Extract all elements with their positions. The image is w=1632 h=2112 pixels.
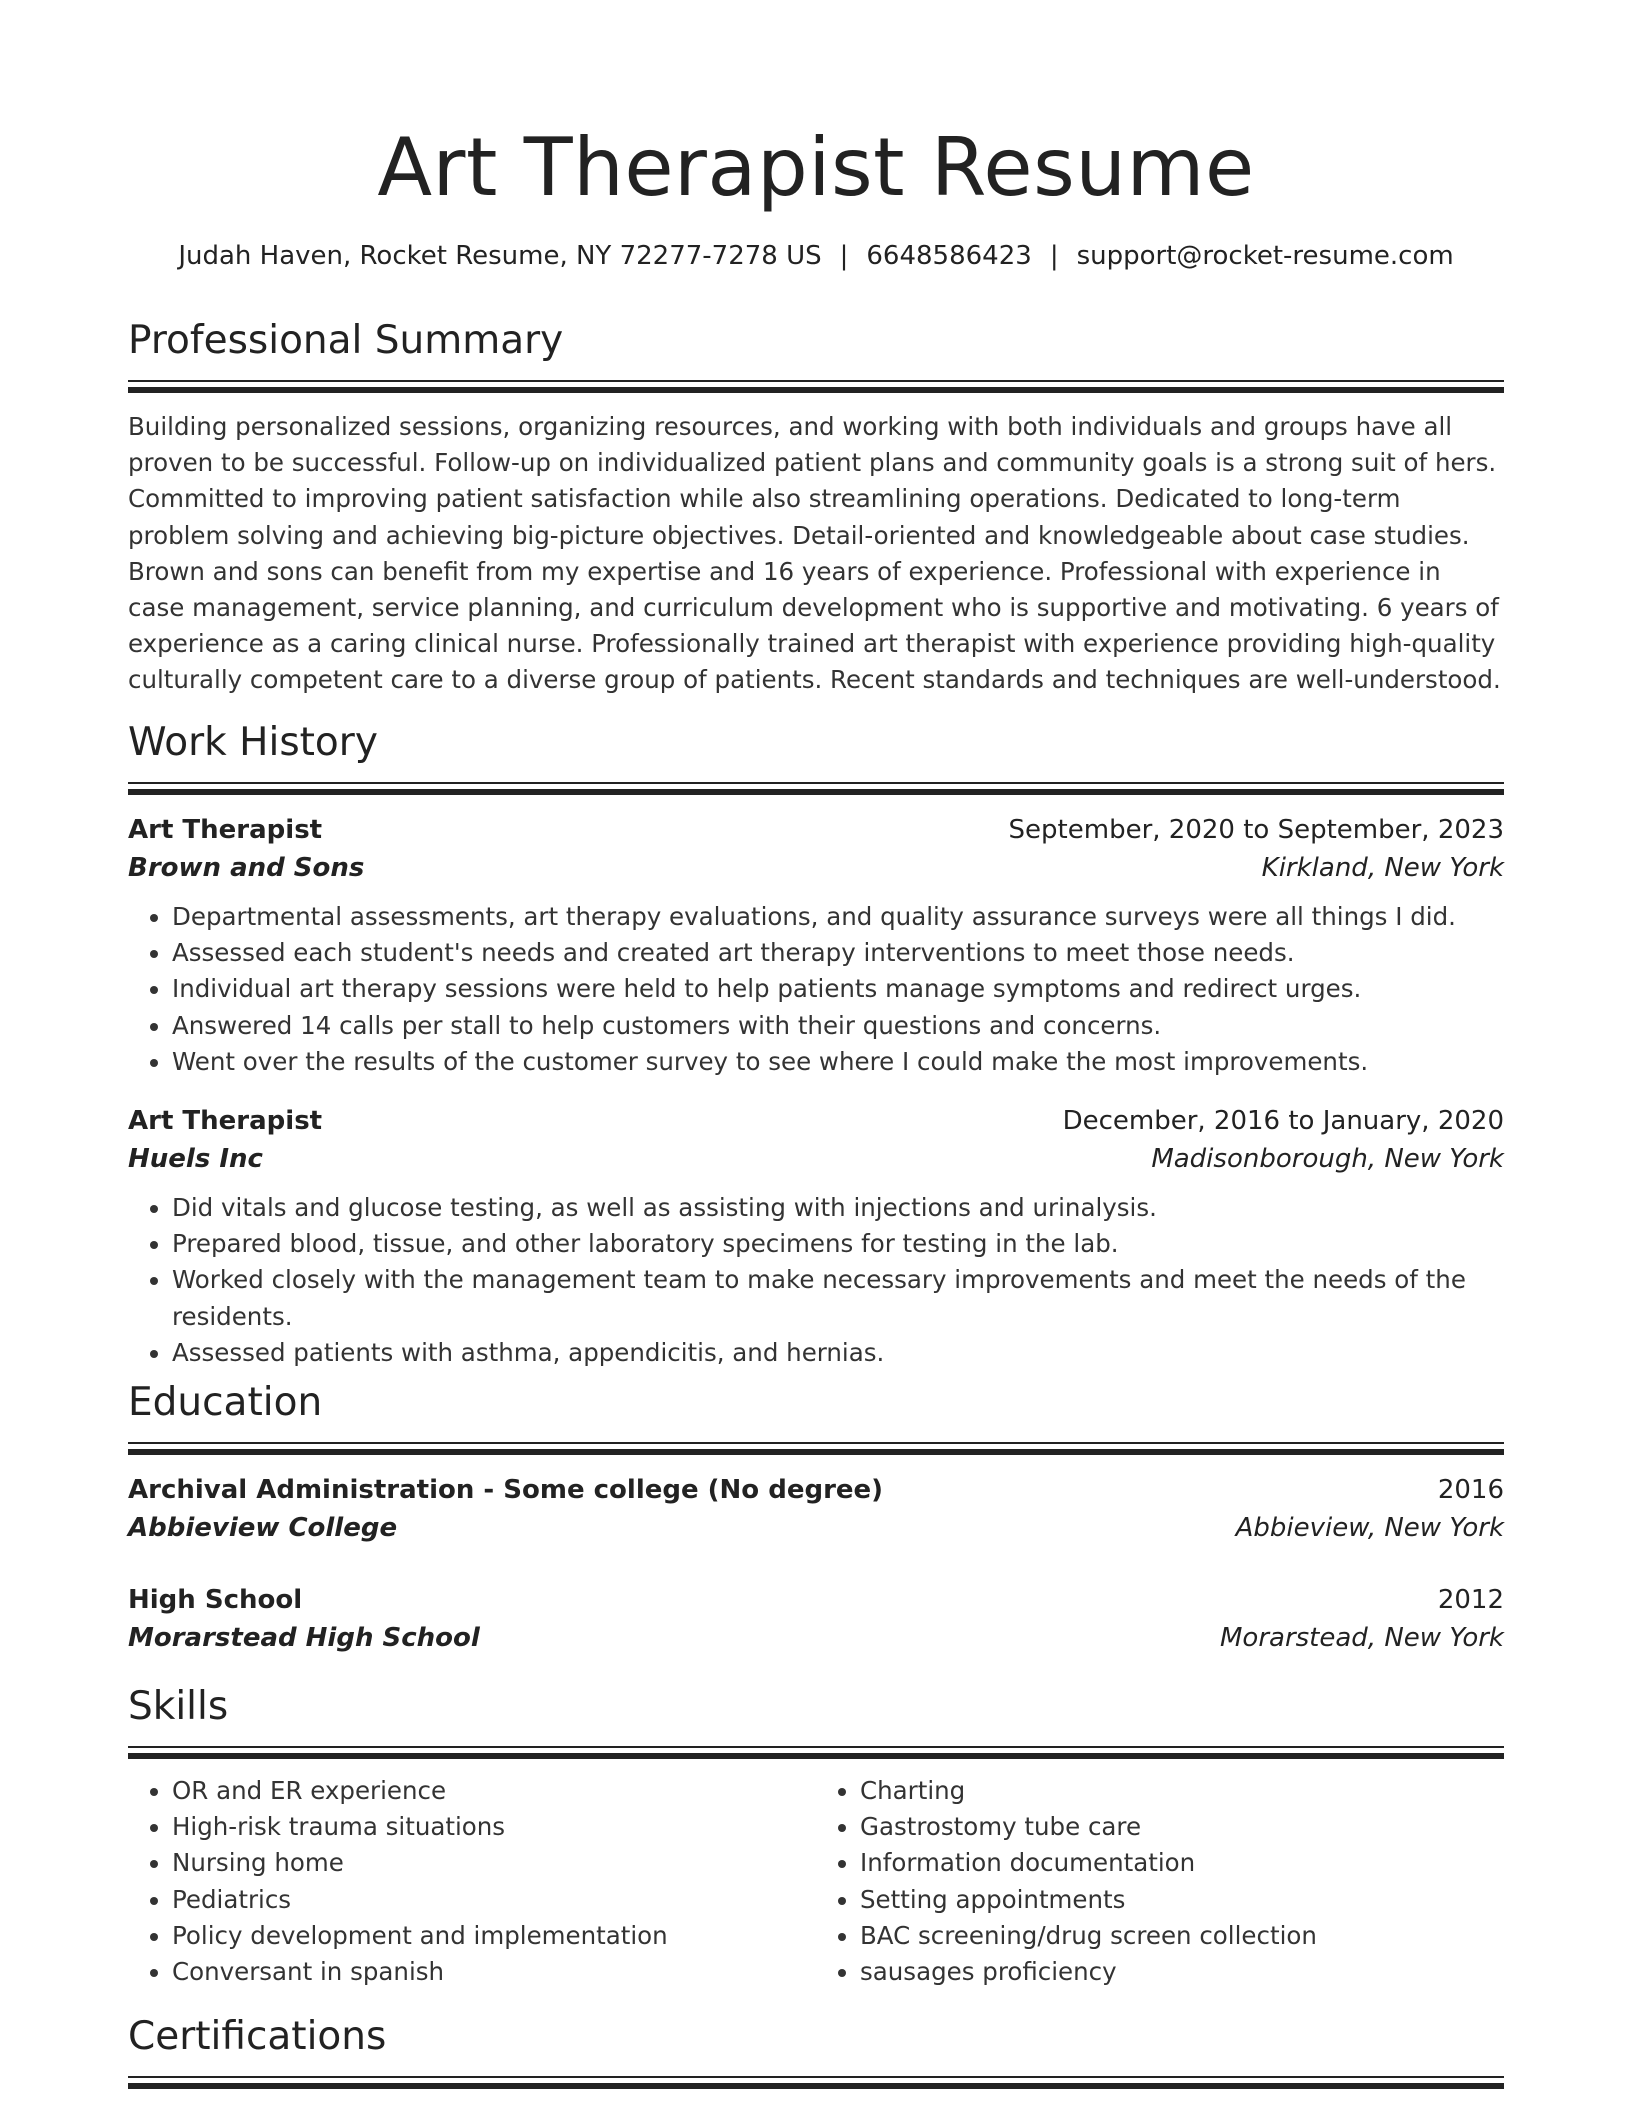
education-school: Abbieview College: [128, 1513, 398, 1543]
resume-title: Art Therapist Resume: [377, 121, 1255, 214]
section-divider: [128, 2076, 1504, 2089]
list-item: • Answered 14 calls per stall to help customers with their questions and concerns.: [172, 1008, 1504, 1044]
job-entry: [128, 811, 1504, 1080]
list-item: • BAC screening/drug screen collection: [860, 1918, 1504, 1954]
certifications-section: [128, 2012, 1504, 2089]
education-section: [128, 1378, 1504, 1657]
section-divider: [128, 380, 1504, 393]
contact-separator: |: [1049, 241, 1059, 271]
job-dates: September, 2020 to September, 2023: [1008, 815, 1504, 845]
education-degree: Archival Administration - Some college (No degree): [128, 1475, 884, 1505]
section-heading: Certifications: [128, 2014, 387, 2059]
education-location: Abbieview, New York: [1235, 1513, 1504, 1543]
contact-address: Judah Haven, Rocket Resume, NY 72277-7278 US: [178, 241, 822, 271]
list-item: • Did vitals and glucose testing, as well as assisting with injections and urinalysis.: [172, 1190, 1504, 1226]
contact-line: [128, 238, 1504, 274]
list-item: • Information documentation: [860, 1845, 1504, 1881]
job-bullets: [128, 899, 1504, 1080]
job-title: Art Therapist: [128, 815, 323, 845]
list-item: • Assessed patients with asthma, appendicitis, and hernias.: [172, 1335, 1504, 1371]
list-item: • High-risk trauma situations: [172, 1809, 816, 1845]
list-item: • Conversant in spanish: [172, 1954, 816, 1990]
list-item: • sausages proficiency: [860, 1954, 1504, 1990]
education-school: Morarstead High School: [128, 1623, 480, 1653]
contact-email: support@rocket-resume.com: [1076, 241, 1454, 271]
skills-section: [128, 1682, 1504, 1990]
summary-text: Building personalized sessions, organizing resources, and working with both individuals and groups have all proven to be successful. Follow-up on individualized patient plans and community goals is a strong suit of hers. Committed to improving patient satisfaction while also streamlining operations. Dedicated to long-term problem solving and achieving big-picture objectives. Detail-oriented and knowledgeable about case studies. Brown and sons can benefit from my expertise and 16 years of experience. Professional with experience in case management, service planning, and curriculum development who is supportive and motivating. 6 years of experience as a caring clinical nurse. Professionally trained art therapist with experience providing high-quality culturally competent care to a diverse group of patients. Recent standards and techniques are well-understood.: [128, 412, 1501, 695]
section-divider: [128, 782, 1504, 795]
list-item: • Departmental assessments, art therapy evaluations, and quality assurance surveys were all things I did.: [172, 899, 1504, 935]
job-title: Art Therapist: [128, 1106, 323, 1137]
job-location: Madisonborough, New York: [1151, 1144, 1504, 1175]
education-entry: [128, 1581, 1504, 1657]
education-location: Morarstead, New York: [1219, 1623, 1504, 1653]
skills-list-left: [128, 1773, 816, 1990]
skills-columns: [128, 1773, 1504, 1990]
section-heading: Education: [128, 1380, 323, 1425]
skills-list-right: [816, 1773, 1504, 1990]
job-dates: December, 2016 to January, 2020: [1062, 1106, 1504, 1137]
section-divider: [128, 1442, 1504, 1455]
work-history-section: [128, 718, 1504, 1371]
education-entry: [128, 1471, 1504, 1547]
job-location: Kirkland, New York: [1261, 853, 1504, 883]
job-bullets: [128, 1190, 1504, 1371]
section-heading: Professional Summary: [128, 318, 564, 363]
section-heading: Work History: [128, 720, 378, 765]
education-degree: High School: [128, 1585, 303, 1615]
section-divider: [128, 1746, 1504, 1759]
list-item: • Nursing home: [172, 1845, 816, 1881]
section-heading: Skills: [128, 1684, 229, 1729]
list-item: • Setting appointments: [860, 1882, 1504, 1918]
list-item: • Charting: [860, 1773, 1504, 1809]
list-item: • Individual art therapy sessions were held to help patients manage symptoms and redirect urges.: [172, 971, 1504, 1007]
job-entry: [128, 1102, 1504, 1371]
list-item: • Assessed each student's needs and created art therapy interventions to meet those needs.: [172, 935, 1504, 971]
education-year: 2012: [1437, 1585, 1504, 1615]
list-item: • Policy development and implementation: [172, 1918, 816, 1954]
job-company: Brown and Sons: [128, 853, 365, 883]
summary-section: [128, 316, 1504, 699]
list-item: • Prepared blood, tissue, and other laboratory specimens for testing in the lab.: [172, 1226, 1504, 1262]
list-item: • Gastrostomy tube care: [860, 1809, 1504, 1845]
job-company: Huels Inc: [128, 1144, 263, 1175]
contact-separator: |: [839, 241, 849, 271]
list-item: • OR and ER experience: [172, 1773, 816, 1809]
list-item: • Pediatrics: [172, 1882, 816, 1918]
list-item: • Went over the results of the customer survey to see where I could make the most improvements.: [172, 1044, 1504, 1080]
contact-phone: 6648586423: [866, 241, 1032, 271]
education-year: 2016: [1437, 1475, 1504, 1505]
list-item: • Worked closely with the management team to make necessary improvements and meet the needs of the residents.: [172, 1262, 1504, 1334]
